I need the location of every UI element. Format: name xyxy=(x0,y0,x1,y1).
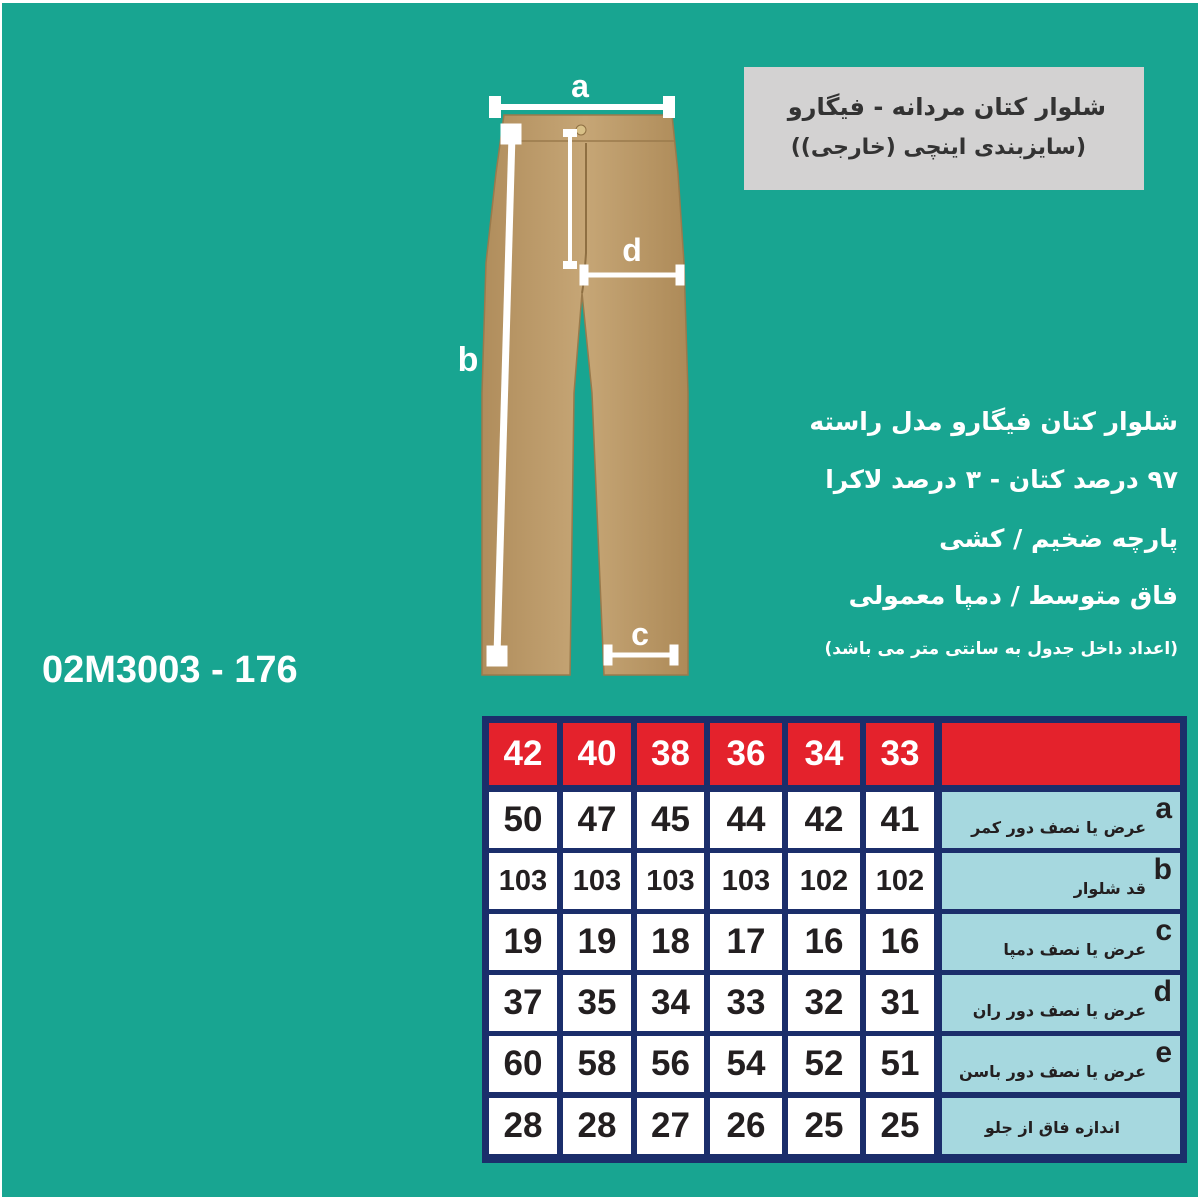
measurement-label: عرض یا نصف دور ران xyxy=(972,1001,1146,1020)
waist-button xyxy=(576,125,586,135)
measurement-label-cell xyxy=(942,853,1180,909)
measurement-label-cell xyxy=(942,1036,1180,1092)
table-cell: 37 xyxy=(489,975,557,1031)
measurement-label-cell xyxy=(942,914,1180,970)
table-cell: 42 xyxy=(788,792,860,848)
measurement-label-cell xyxy=(942,792,1180,848)
measurement-label-cell xyxy=(942,1098,1180,1154)
table-cell: 102 xyxy=(788,853,860,909)
product-code: 02M3003 - 176 xyxy=(42,649,298,691)
table-cell: 16 xyxy=(788,914,860,970)
size-header-cell: 42 xyxy=(489,723,557,785)
table-cell: 25 xyxy=(788,1098,860,1154)
table-cell: 60 xyxy=(489,1036,557,1092)
table-cell: 103 xyxy=(489,853,557,909)
title-line-2: (سایزبندی اینچی (خارجی)) xyxy=(790,135,1086,160)
title-box xyxy=(744,67,1144,190)
table-cell: 25 xyxy=(866,1098,934,1154)
table-cell: 28 xyxy=(489,1098,557,1154)
table-cell: 103 xyxy=(710,853,782,909)
measurement-letter: b xyxy=(1153,853,1172,886)
feature-rise-hem: فاق متوسط / دمپا معمولی xyxy=(848,581,1178,610)
measurement-letter: e xyxy=(1155,1036,1172,1069)
table-cell: 26 xyxy=(710,1098,782,1154)
size-header-cell: 36 xyxy=(710,723,782,785)
table-cell: 32 xyxy=(788,975,860,1031)
label-b: b xyxy=(457,341,479,379)
size-header-cell: 38 xyxy=(637,723,704,785)
size-header-cell: 34 xyxy=(788,723,860,785)
measurement-label: عرض یا نصف دور باسن xyxy=(958,1062,1146,1081)
feature-fabric-composition: ۹۷ درصد کتان - ۳ درصد لاکرا xyxy=(825,465,1178,494)
table-cell: 50 xyxy=(489,792,557,848)
size-table xyxy=(482,716,1187,1163)
table-cell: 47 xyxy=(563,792,631,848)
units-note: (اعداد داخل جدول به سانتی متر می باشد) xyxy=(824,639,1178,659)
table-cell: 18 xyxy=(637,914,704,970)
feature-fit: شلوار کتان فیگارو مدل راسته xyxy=(809,407,1178,436)
table-cell: 102 xyxy=(866,853,934,909)
table-cell: 19 xyxy=(563,914,631,970)
label-d: d xyxy=(622,232,642,268)
pants-illustration xyxy=(457,63,714,683)
measurement-label-cell xyxy=(942,975,1180,1031)
size-header-cell: 40 xyxy=(563,723,631,785)
table-cell: 51 xyxy=(866,1036,934,1092)
table-cell: 16 xyxy=(866,914,934,970)
measurement-label: عرض یا نصف دور کمر xyxy=(971,818,1146,837)
table-cell: 28 xyxy=(563,1098,631,1154)
measurement-label: عرض یا نصف دمپا xyxy=(1003,940,1146,959)
measurement-letter: d xyxy=(1153,975,1172,1008)
table-cell: 44 xyxy=(710,792,782,848)
feature-fabric-type: پارچه ضخیم / کشی xyxy=(939,524,1178,553)
table-cell: 35 xyxy=(563,975,631,1031)
measurement-label: قد شلوار xyxy=(1073,879,1146,898)
table-cell: 17 xyxy=(710,914,782,970)
label-c: c xyxy=(631,616,649,652)
header-corner-cell xyxy=(942,723,1180,785)
title-line-1: شلوار کتان مردانه - فیگارو xyxy=(787,93,1106,121)
size-header-cell: 33 xyxy=(866,723,934,785)
table-cell: 56 xyxy=(637,1036,704,1092)
size-chart-page xyxy=(2,3,1198,1197)
table-cell: 27 xyxy=(637,1098,704,1154)
table-cell: 19 xyxy=(489,914,557,970)
label-a: a xyxy=(571,68,589,104)
table-cell: 103 xyxy=(563,853,631,909)
measurement-letter: c xyxy=(1155,914,1172,947)
table-cell: 34 xyxy=(637,975,704,1031)
table-cell: 52 xyxy=(788,1036,860,1092)
table-cell: 45 xyxy=(637,792,704,848)
table-cell: 103 xyxy=(637,853,704,909)
table-cell: 54 xyxy=(710,1036,782,1092)
table-cell: 33 xyxy=(710,975,782,1031)
table-cell: 58 xyxy=(563,1036,631,1092)
table-cell: 41 xyxy=(866,792,934,848)
measurement-label: اندازه فاق از جلو xyxy=(984,1118,1120,1137)
table-cell: 31 xyxy=(866,975,934,1031)
measurement-letter: a xyxy=(1155,792,1172,825)
